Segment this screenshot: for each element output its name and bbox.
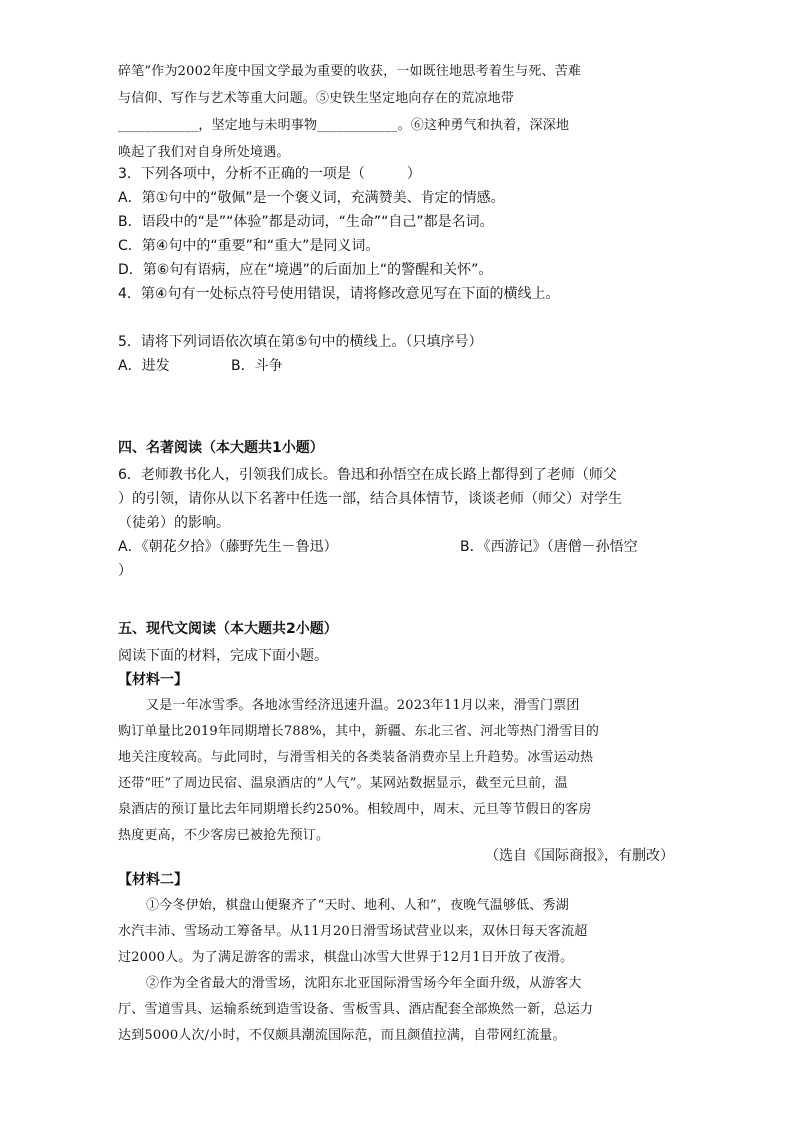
section-4-heading: 四、名著阅读（本大题共1小题）: [118, 440, 324, 456]
question-5-stem: 5．请将下列词语依次填在第⑤句中的横线上。（只填序号）: [118, 334, 483, 350]
question-6-line: （徒弟）的影响。: [118, 515, 230, 531]
passage-line: 与信仰、写作与艺术等重大问题。⑤史铁生坚定地向存在的荒凉地带: [118, 91, 515, 106]
question-6-line: 6．老师教书化人，引领我们成长。鲁迅和孙悟空在成长路上都得到了老师（师父: [118, 467, 617, 483]
question-5-option-a: A．进发: [118, 358, 170, 374]
material-1-line: 热度更高，不少客房已被抢先预订。: [118, 828, 330, 843]
passage-line: 碎笔”作为2002年度中国文学最为重要的收获，一如既往地思考着生与死、苦难: [118, 64, 582, 79]
question-6-option-b: B．《西游记》（唐僧－孙悟空: [460, 539, 638, 555]
question-6-option-a: A．《朝花夕拾》（藤野先生－鲁迅）: [118, 539, 338, 555]
material-2-line: 水汽丰沛、雪场动工筹备早。从11月20日滑雪场试营业以来，双休日每天客流超: [118, 924, 588, 939]
material-2-label: 【材料二】: [118, 872, 188, 888]
material-2-line: ②作为全省最大的滑雪场，沈阳东北亚国际滑雪场今年全面升级，从游客大: [146, 976, 582, 991]
question-3-option-b: B．语段中的“是”“体验”都是动词，“生命”“自己”都是名词。: [118, 214, 494, 230]
material-1-line: 还带“旺”了周边民宿、温泉酒店的“人气”。某网站数据显示，截至元旦前，温: [118, 776, 568, 791]
material-2-line: 过2000人。为了满足游客的需求，棋盘山冰雪大世界于12月1日开放了夜滑。: [118, 950, 574, 965]
material-2-line: 厅、雪道雪具、运输系统到造雪设备、雪板雪具、酒店配套全部焕然一新，总运力: [118, 1002, 594, 1017]
section-5-heading: 五、现代文阅读（本大题共2小题）: [118, 621, 338, 637]
question-3-option-d: D．第⑥句有语病，应在“境遇”的后面加上“的警醒和关怀”。: [118, 262, 493, 278]
material-1-line: 又是一年冰雪季。各地冰雪经济迅速升温。2023年11月以来，滑雪门票团: [146, 698, 580, 713]
material-1-line: 地关注度较高。与此同时，与滑雪相关的各类装备消费亦呈上升趋势。冰雪运动热: [118, 750, 594, 765]
question-3-stem: 3．下列各项中，分析不正确的一项是（ ）: [118, 166, 421, 182]
question-6-line: ）的引领，请你从以下名著中任选一部，结合具体情节，谈谈老师（师父）对学生: [118, 491, 622, 507]
question-4-stem: 4．第④句有一处标点符号使用错误，请将修改意见写在下面的横线上。: [118, 286, 560, 302]
passage-line: 唤起了我们对自身所处境遇。: [118, 145, 290, 160]
question-3-option-a: A．第①句中的“敬佩”是一个褒义词，充满赞美、肯定的情感。: [118, 190, 505, 206]
material-2-line: 达到5000人次/小时，不仅颇具潮流国际范，而且颜值拉满，自带网红流量。: [118, 1028, 566, 1043]
material-1-label: 【材料一】: [118, 672, 188, 688]
material-1-source: （选自《国际商报》，有删改）: [485, 848, 674, 864]
material-1-line: 购订单量比2019年同期增长788%，其中，新疆、东北三省、河北等热门滑雪目的: [118, 724, 600, 739]
question-6-option-b-cont: ）: [118, 563, 132, 579]
section-5-instruction: 阅读下面的材料，完成下面小题。: [118, 648, 328, 664]
question-3-option-c: C．第④句中的“重要”和“重大”是同义词。: [118, 238, 380, 254]
passage-line: ____________，坚定地与未明事物____________。⑥这种勇气和执着，深深地: [118, 118, 570, 133]
material-1-line: 泉酒店的预订量比去年同期增长约250%。相较周中，周末、元旦等节假日的客房: [118, 802, 592, 817]
material-2-line: ①今冬伊始，棋盘山便聚齐了“天时、地利、人和”，夜晚气温够低、秀湖: [146, 898, 569, 913]
question-5-option-b: B．斗争: [231, 358, 283, 374]
